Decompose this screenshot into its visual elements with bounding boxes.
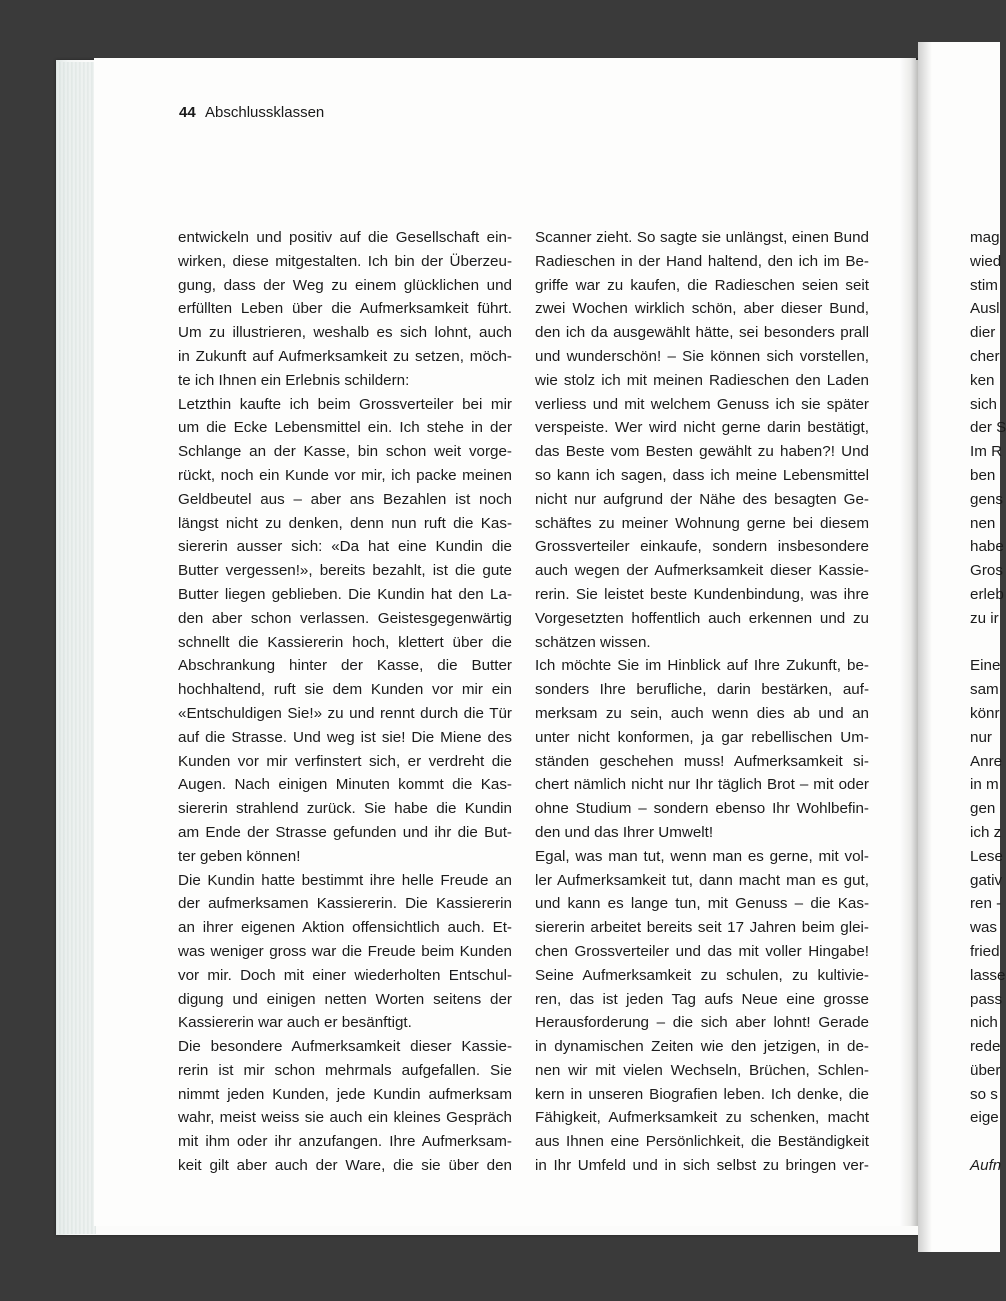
text-line: unter nicht konformen, ja gar rebellischen Um- bbox=[535, 728, 869, 746]
text-line: gativ bbox=[970, 871, 1003, 889]
text-line: siererin arbeitet bereits seit 17 Jahren beim glei- bbox=[535, 919, 869, 937]
text-line: Augen. Nach einigen Minuten kommt die Kas- bbox=[178, 776, 512, 794]
right-page-shadow bbox=[918, 42, 932, 1252]
text-line: keit gilt aber auch der Ware, die sie über den bbox=[178, 1157, 512, 1175]
text-line: Seine Aufmerksamkeit zu schulen, zu kultivie- bbox=[535, 966, 869, 984]
text-line: Im R bbox=[970, 443, 1003, 461]
text-line: pass bbox=[970, 990, 1003, 1008]
text-line: aus Ihnen eine Persönlichkeit, die Beständigkeit bbox=[535, 1133, 869, 1151]
text-line: mag bbox=[970, 229, 1000, 246]
text-line: ben bbox=[970, 466, 996, 484]
text-line: eige bbox=[970, 1109, 999, 1127]
left-text-column bbox=[178, 226, 512, 1178]
text-line: in m bbox=[970, 776, 999, 794]
text-line: nimmt jeden Kunden, jede Kundin aufmerksam bbox=[178, 1085, 512, 1103]
text-line: den und das Ihrer Umwelt! bbox=[535, 823, 714, 841]
text-line bbox=[970, 1130, 1000, 1154]
text-line: zu ir bbox=[970, 609, 999, 627]
text-line: Herausforderung – die sich aber lohnt! Gerade bbox=[535, 1014, 869, 1032]
text-line: entwickeln und positiv auf die Gesellschaft ein- bbox=[178, 229, 512, 246]
text-line: der S bbox=[970, 419, 1006, 437]
text-line: fried bbox=[970, 942, 1000, 960]
text-line: kern in unseren Biografien leben. Ich denke, die bbox=[535, 1085, 869, 1103]
text-line: ken bbox=[970, 371, 995, 389]
text-line: wahr, meist weiss sie auch ein kleines Gespräch bbox=[178, 1109, 512, 1127]
text-line: Butter vergessen!», bereits bezahlt, ist die gute bbox=[178, 562, 512, 580]
text-line: chert nämlich nicht nur Ihr täglich Brot – mit oder bbox=[535, 776, 869, 794]
text-line: mit ihm oder ihr anzufangen. Ihre Aufmerksam- bbox=[178, 1133, 512, 1151]
text-line: ren - bbox=[970, 895, 1002, 913]
text-line: Ich möchte Sie im Hinblick auf Ihre Zukunft, be- bbox=[535, 657, 869, 675]
text-line: dier bbox=[970, 324, 996, 342]
text-line: Um zu illustrieren, weshalb es sich lohnt, auch bbox=[178, 324, 512, 342]
text-line: und wunderschön! – Sie können sich vorstellen, bbox=[535, 347, 869, 365]
text-line: sich bbox=[970, 395, 998, 413]
text-line: Kunden vor mir verfinstert sich, er verdreht die bbox=[178, 752, 512, 770]
text-line: Die besondere Aufmerksamkeit dieser Kassie- bbox=[178, 1038, 512, 1056]
text-line: Grossverteiler einkaufe, sondern insbesondere bbox=[535, 538, 869, 556]
running-header bbox=[179, 104, 324, 121]
text-line: vor mir. Doch mit einer wiederholten Entschul- bbox=[178, 966, 512, 984]
text-line: auf die Strasse. Und weg ist sie! Die Miene des bbox=[178, 728, 512, 746]
text-line: siererin strahlend zurück. Sie habe die Kundin bbox=[178, 800, 512, 818]
text-line: Radieschen in der Hand haltend, den ich im Be- bbox=[535, 252, 869, 270]
text-line: sonders Ihre berufliche, darin bestärken, auf- bbox=[535, 681, 869, 699]
text-line: wirken, diese mitgestalten. Ich bin der Überzeu- bbox=[178, 252, 512, 270]
text-line: «Entschuldigen Sie!» zu und rennt durch die Tür bbox=[178, 704, 512, 722]
text-line bbox=[970, 631, 1000, 655]
text-line: Anre bbox=[970, 752, 1003, 770]
text-line: cher bbox=[970, 347, 1000, 365]
text-line: Abschrankung hinter der Kasse, die Butter bbox=[178, 657, 512, 675]
text-line: Ausl bbox=[970, 300, 1000, 318]
text-line: habe bbox=[970, 538, 1004, 556]
text-line: rückt, noch ein Kunde vor mir, ich packe meinen bbox=[178, 466, 512, 484]
text-line: was bbox=[970, 919, 998, 937]
text-line: in dynamischen Zeiten wie den jetzigen, in de- bbox=[535, 1038, 869, 1056]
text-line: ohne Studium – sondern ebenso Ihr Wohlbefin- bbox=[535, 800, 869, 818]
text-line: der aufmerksamen Kassiererin. Die Kassiererin bbox=[178, 895, 512, 913]
text-line: merksam zu sein, auch wenn dies ab und an bbox=[535, 704, 869, 722]
chapter-title: Abschlussklassen bbox=[205, 104, 325, 121]
text-line: so kann ich sagen, dass ich meine Lebensmittel bbox=[535, 466, 869, 484]
text-line: griffe war zu kaufen, die Radieschen seien seit bbox=[535, 276, 869, 294]
text-line: Die Kundin hatte bestimmt ihre helle Freude an bbox=[178, 871, 512, 889]
text-line: über bbox=[970, 1061, 1001, 1079]
text-line: Letzthin kaufte ich beim Grossverteiler bei mir bbox=[178, 395, 512, 413]
text-line: um die Ecke Lebensmittel ein. Ich stehe in der bbox=[178, 419, 512, 437]
text-line: Aufn bbox=[970, 1157, 1002, 1175]
text-line: wied bbox=[970, 252, 1002, 270]
page-stack-edge bbox=[56, 62, 96, 1234]
text-line: Gros bbox=[970, 562, 1003, 580]
text-line: hochhaltend, ruft sie dem Kunden vor mir ein bbox=[178, 681, 512, 699]
text-line: te ich Ihnen ein Erlebnis schildern: bbox=[178, 371, 410, 389]
text-line: Eine bbox=[970, 657, 1001, 675]
text-line: an ihrer eigenen Aktion offensichtlich auch. Et- bbox=[178, 919, 512, 937]
text-line: ständen geschehen muss! Aufmerksamkeit si- bbox=[535, 752, 869, 770]
text-line: Fähigkeit, Aufmerksamkeit zu schenken, macht bbox=[535, 1109, 869, 1127]
text-line: Butter liegen geblieben. Die Kundin hat den La- bbox=[178, 585, 512, 603]
text-line: den ich da ausgewählt hätte, sei besonders prall bbox=[535, 324, 869, 342]
text-line: digung und einigen netten Worten seitens der bbox=[178, 990, 512, 1008]
text-line: verliess und mit welchem Genuss ich sie später bbox=[535, 395, 869, 413]
text-line: so s bbox=[970, 1085, 998, 1103]
text-line: stim bbox=[970, 276, 998, 294]
text-line: wie stolz ich mit meinen Radieschen den Laden bbox=[535, 371, 869, 389]
text-line: schnellt die Kassiererin hoch, klettert über die bbox=[178, 633, 512, 651]
right-page-text-fragments bbox=[970, 226, 1006, 1178]
text-line: in Zukunft auf Aufmerksamkeit zu setzen, möch- bbox=[178, 347, 512, 365]
text-line: zwei Wochen wirklich schön, aber dieser Bund, bbox=[535, 300, 869, 318]
text-line: ler Aufmerksamkeit tut, dann macht man es gut, bbox=[535, 871, 869, 889]
text-line: Vorgesetzten hoffentlich auch erkennen und zu bbox=[535, 609, 869, 627]
text-line: rerin ist mir schon mehrmals aufgefallen. Sie bbox=[178, 1061, 512, 1079]
text-line: nich bbox=[970, 1014, 998, 1032]
text-line: erfüllten Leben über die Aufmerksamkeit führt. bbox=[178, 300, 512, 318]
page-gutter-shadow bbox=[900, 58, 918, 1226]
middle-text-column bbox=[535, 226, 869, 1178]
text-line: sam bbox=[970, 681, 999, 699]
page-number: 44 bbox=[179, 104, 196, 121]
text-line: nen wir mit vielen Wechseln, Brüchen, Schlen- bbox=[535, 1061, 869, 1079]
text-line: das Beste vom Besten gewählt zu haben?! Und bbox=[535, 443, 869, 461]
text-line: nur bbox=[970, 728, 992, 746]
text-line: und kann es lange tun, mit Genuss – die Kas- bbox=[535, 895, 869, 913]
text-line: chen Grossverteiler und das mit voller Hingabe! bbox=[535, 942, 869, 960]
text-line: gung, dass der Weg zu einem glücklichen und bbox=[178, 276, 512, 294]
text-line: Geldbeutel aus – aber ans Bezahlen ist noch bbox=[178, 490, 512, 508]
text-line: Egal, was man tut, wenn man es gerne, mit vol- bbox=[535, 847, 869, 865]
text-line: ren, das ist jeden Tag aufs Neue eine grosse bbox=[535, 990, 869, 1008]
text-line: Schlange an der Kasse, bin schon weit vorge- bbox=[178, 443, 512, 461]
text-line: verspeiste. Wer wird nicht gerne darin bestätigt, bbox=[535, 419, 869, 437]
text-line: Scanner zieht. So sagte sie unlängst, einen Bund bbox=[535, 229, 869, 246]
text-line: auch wegen der Aufmerksamkeit dieser Kassie- bbox=[535, 562, 869, 580]
text-line: Lese bbox=[970, 847, 1003, 865]
text-line: ter geben können! bbox=[178, 847, 301, 865]
text-line: gens bbox=[970, 490, 1003, 508]
text-line: in Ihr Umfeld und in sich selbst zu bringen ver- bbox=[535, 1157, 869, 1175]
text-line: am Ende der Strasse gefunden und ihr die But- bbox=[178, 823, 512, 841]
text-line: gen bbox=[970, 800, 996, 818]
text-line: schäftes zu meiner Wohnung gerne bei diesem bbox=[535, 514, 869, 532]
text-line: ich z bbox=[970, 823, 1002, 841]
text-line: schätzen wissen. bbox=[535, 633, 651, 651]
text-line: Kassiererin war auch er besänftigt. bbox=[178, 1014, 412, 1032]
text-line: was weniger gross war die Freude beim Kunden bbox=[178, 942, 512, 960]
text-line: könr bbox=[970, 704, 1000, 722]
text-line: lasse bbox=[970, 966, 1006, 984]
text-line: erleb bbox=[970, 585, 1004, 603]
text-line: siererin ausser sich: «Da hat eine Kundin die bbox=[178, 538, 512, 556]
text-line: rede bbox=[970, 1038, 1001, 1056]
text-line: längst nicht zu denken, denn nun ruft die Kas- bbox=[178, 514, 512, 532]
text-line: nen bbox=[970, 514, 996, 532]
text-line: rerin. Sie leistet beste Kundenbindung, was ihre bbox=[535, 585, 869, 603]
text-line: den aber schon verlassen. Geistesgegenwärtig bbox=[178, 609, 512, 627]
text-line: nicht nur aufgrund der Nähe des besagten Ge- bbox=[535, 490, 869, 508]
